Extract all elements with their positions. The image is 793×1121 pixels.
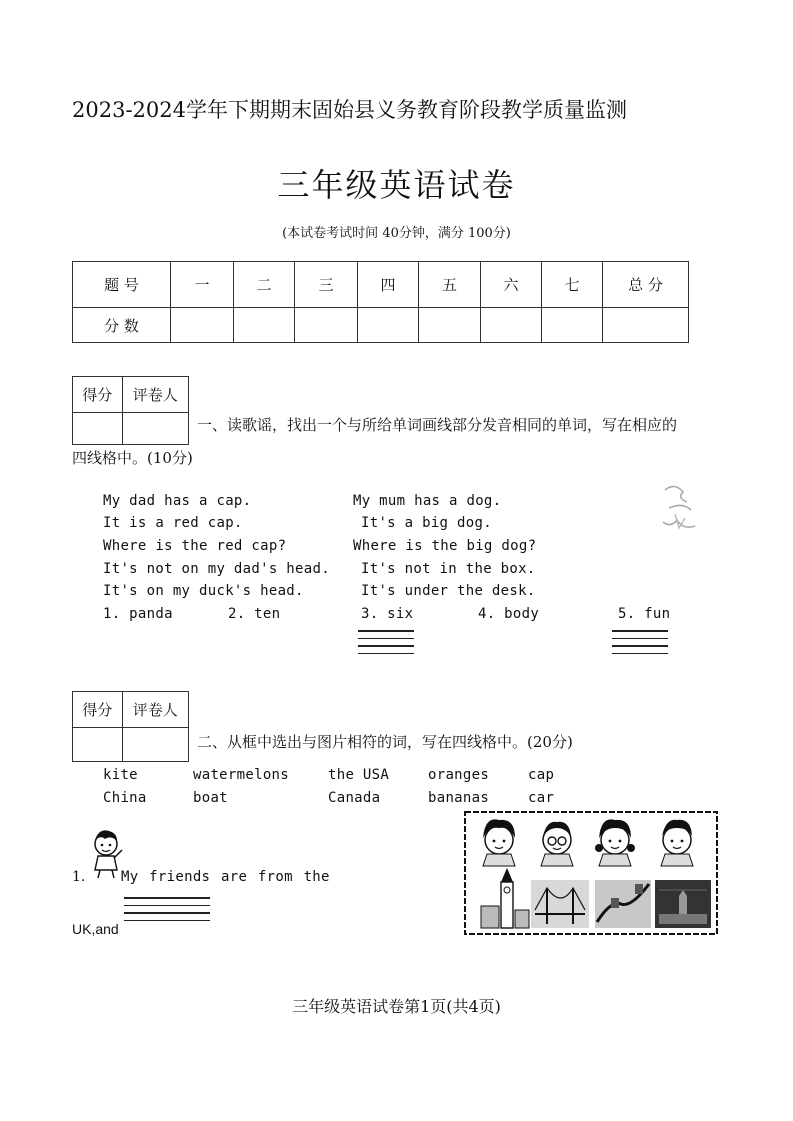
grader-input-cell[interactable] — [122, 728, 188, 762]
chant-line: My mum has a dog. — [353, 493, 502, 509]
girl-face-icon — [483, 819, 515, 866]
question-word: 4. body — [478, 606, 540, 622]
score-header: 三 — [295, 262, 358, 308]
page-footer: 三年级英语试卷第1页(共4页) — [292, 997, 501, 1016]
word-box-item: China — [103, 790, 147, 806]
word-box-item: boat — [193, 790, 228, 806]
word-box-item: kite — [103, 767, 138, 783]
score-input-cell[interactable] — [73, 728, 123, 762]
score-header: 六 — [481, 262, 542, 308]
score-table — [72, 261, 689, 343]
score-cell[interactable] — [419, 308, 481, 343]
chant-line: My dad has a cap. — [103, 493, 252, 509]
word-box-item: the USA — [328, 767, 390, 783]
question-number: 1. — [72, 869, 86, 885]
question-word: 3. six — [361, 606, 414, 622]
score-header: 总 分 — [603, 262, 689, 308]
score-cell[interactable] — [295, 308, 358, 343]
glasses-boy-face-icon — [541, 822, 573, 866]
chant-line: Where is the red cap? — [103, 538, 287, 554]
score-header: 四 — [358, 262, 419, 308]
word-box-item: car — [528, 790, 555, 806]
four-line-grid[interactable] — [612, 630, 668, 660]
score-header: 一 — [171, 262, 234, 308]
question-word: 5. fun — [618, 606, 671, 622]
word-box-item: cap — [528, 767, 555, 783]
question-text-cont: UK,and — [72, 921, 119, 937]
grader-label: 评卷人 — [122, 692, 188, 728]
score-cell[interactable] — [603, 308, 689, 343]
section2-instruction: 二、从框中选出与图片相符的词，写在四线格中。(20分) — [197, 733, 573, 751]
grader-box-2 — [72, 691, 189, 762]
chant-line: It's not in the box. — [361, 561, 536, 577]
section1-instruction-cont: 四线格中。(10分) — [72, 449, 193, 467]
grader-input-cell[interactable] — [122, 413, 188, 445]
score-cell[interactable] — [481, 308, 542, 343]
parliament-hill-icon — [655, 880, 711, 928]
four-line-grid[interactable] — [124, 897, 210, 927]
chant-line: It is a red cap. — [103, 515, 243, 531]
word-box-item: oranges — [428, 767, 490, 783]
question-word: 2. ten — [228, 606, 281, 622]
word-box-item: watermelons — [193, 767, 290, 783]
chant-line: It's a big dog. — [361, 515, 492, 531]
picture-box — [463, 810, 719, 936]
chant-line: Where is the big dog? — [353, 538, 537, 554]
grader-label: 评卷人 — [122, 377, 188, 413]
grader-box-1 — [72, 376, 189, 445]
score-header: 五 — [419, 262, 481, 308]
exam-note: (本试卷考试时间 40分钟，满分 100分) — [282, 226, 511, 241]
scribble-mark — [655, 478, 705, 544]
exam-title: 2023-2024学年下期期末固始县义务教育阶段教学质量监测 — [72, 98, 627, 122]
score-cell[interactable] — [171, 308, 234, 343]
paper-title: 三年级英语试卷 — [277, 166, 516, 204]
chant-line: It's under the desk. — [361, 583, 536, 599]
score-header: 题 号 — [73, 262, 171, 308]
score-header: 二 — [234, 262, 295, 308]
score-header: 七 — [542, 262, 603, 308]
score-cell[interactable] — [358, 308, 419, 343]
score-cell[interactable] — [234, 308, 295, 343]
chant-line: It's not on my dad's head. — [103, 561, 330, 577]
question-text: My friends are from the — [121, 869, 330, 885]
four-line-grid[interactable] — [358, 630, 414, 660]
boy-face-icon — [661, 820, 693, 866]
section1-instruction: 一、读歌谣，找出一个与所给单词画线部分发音相同的单词，写在相应的 — [197, 416, 678, 434]
chant-line: It's on my duck's head. — [103, 583, 304, 599]
great-wall-icon — [595, 880, 651, 928]
word-box-item: Canada — [328, 790, 381, 806]
score-label: 得分 — [73, 692, 123, 728]
score-label: 得分 — [73, 377, 123, 413]
score-input-cell[interactable] — [73, 413, 123, 445]
word-box-item: bananas — [428, 790, 490, 806]
question-word: 1. panda — [103, 606, 173, 622]
golden-gate-bridge-icon — [531, 880, 589, 928]
score-row-label: 分 数 — [73, 308, 171, 343]
score-cell[interactable] — [542, 308, 603, 343]
